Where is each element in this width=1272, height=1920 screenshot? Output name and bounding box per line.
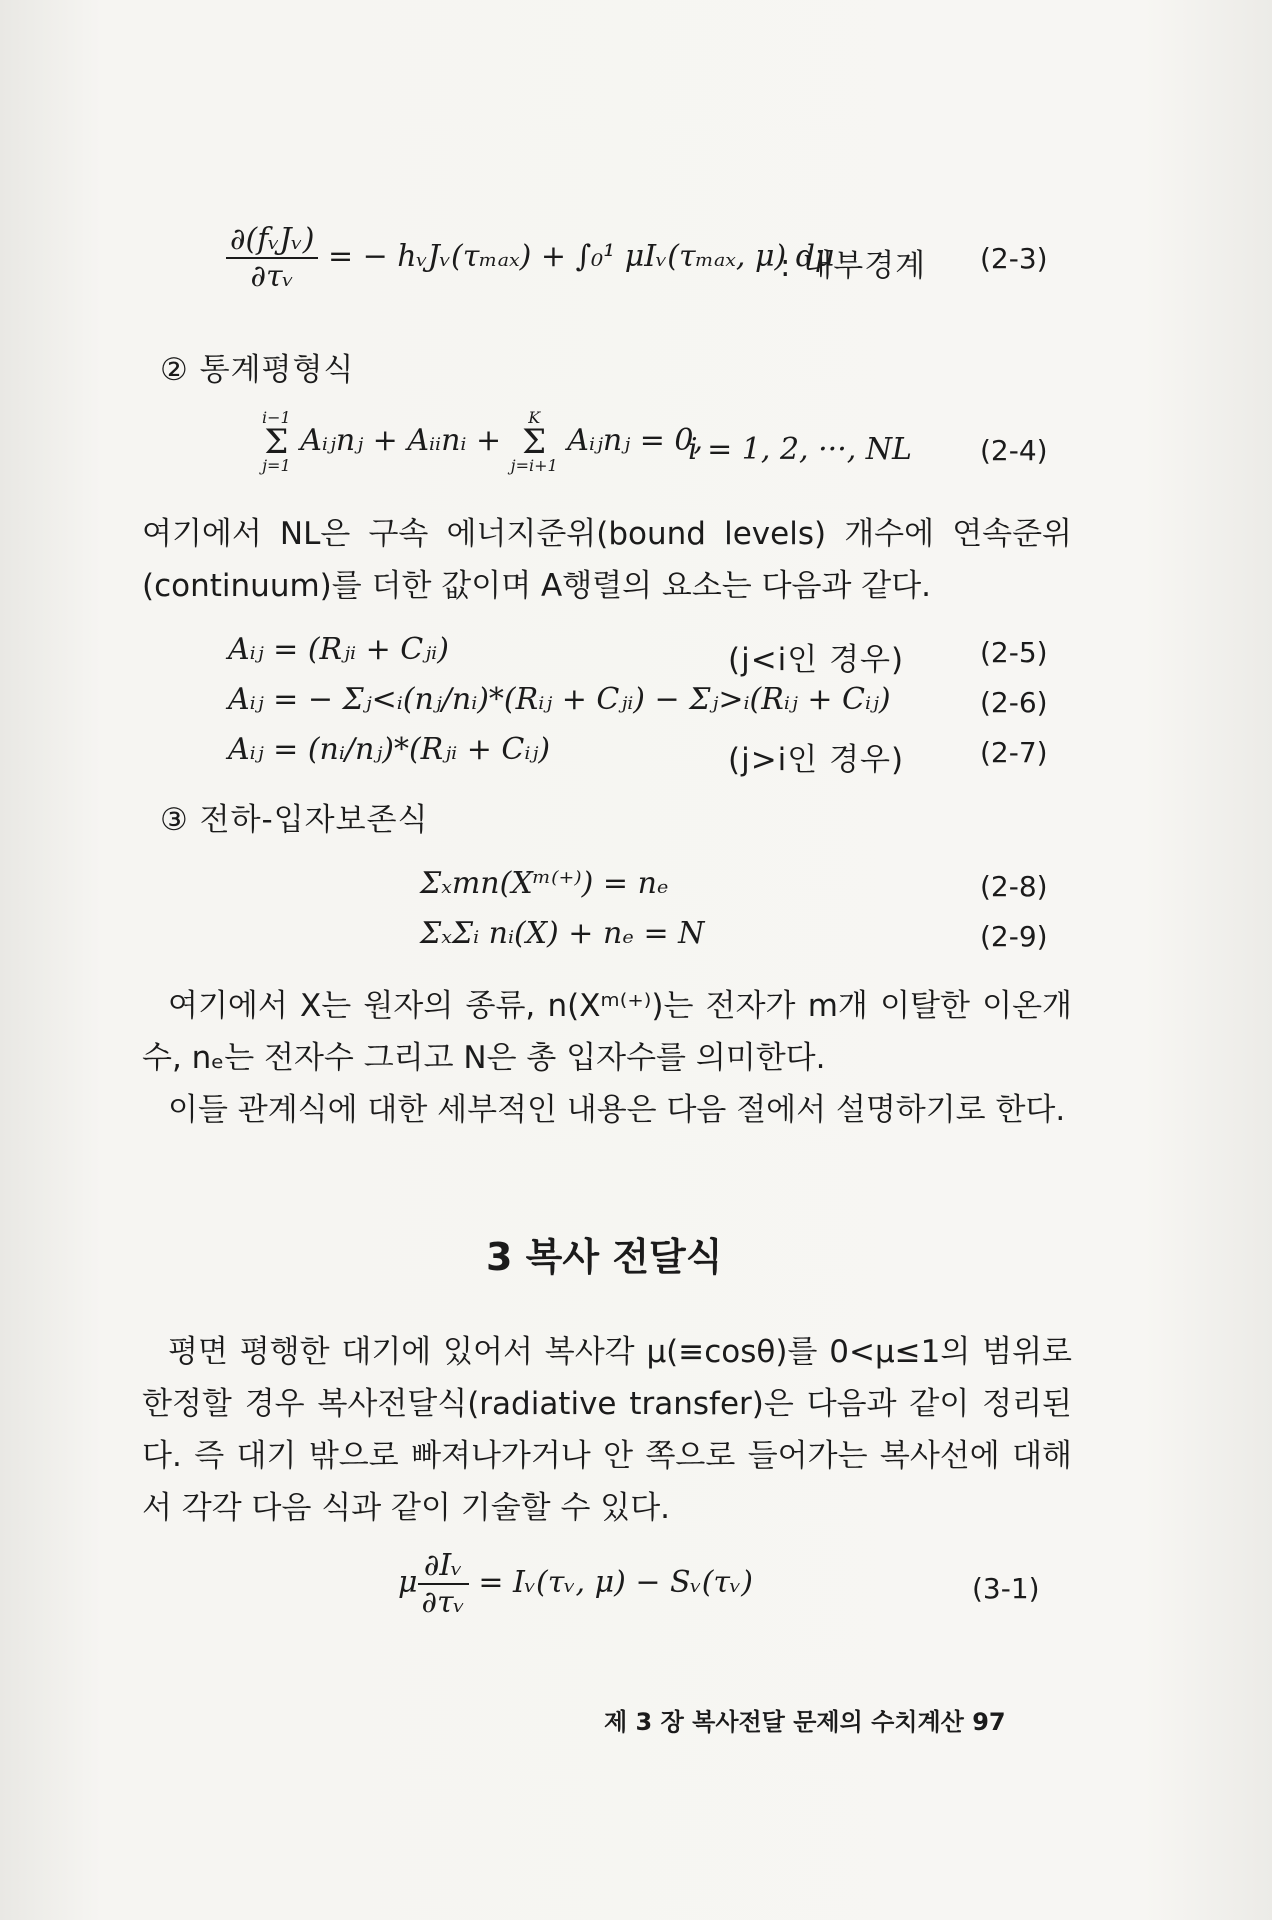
equation-2-3-note: : 내부경계 bbox=[780, 248, 927, 284]
equation-2-4 bbox=[262, 410, 703, 474]
equation-2-3-number: (2-3) bbox=[980, 242, 1048, 275]
paragraph-3: 이들 관계식에 대한 세부적인 내용은 다음 절에서 설명하기로 한다. bbox=[168, 1092, 1066, 1128]
section-heading: 3 복사 전달식 bbox=[486, 1235, 723, 1279]
equation-2-6-number: (2-6) bbox=[980, 686, 1048, 719]
equation-term-1: Aᵢⱼnⱼ + Aᵢᵢnᵢ + bbox=[300, 423, 502, 458]
summation-1 bbox=[262, 410, 291, 474]
fraction-denominator: ∂τᵥ bbox=[421, 1585, 465, 1620]
equation-2-8-number: (2-8) bbox=[980, 870, 1048, 903]
equation-term-2: Aᵢⱼnⱼ = 0, bbox=[567, 423, 703, 458]
summation-upper: i−1 bbox=[262, 408, 291, 427]
item-2-title: ② 통계평형식 bbox=[160, 352, 355, 388]
equation-2-8: Σₓmn(Xᵐ⁽⁺⁾) = nₑ bbox=[420, 866, 669, 901]
equation-2-7: Aᵢⱼ = (nᵢ/nⱼ)*(Rⱼᵢ + Cᵢⱼ) bbox=[228, 732, 551, 767]
page-footer: 제 3 장 복사전달 문제의 수치계산 97 bbox=[604, 1708, 1006, 1736]
paragraph-2: 여기에서 X는 원자의 종류, n(Xᵐ⁽⁺⁾)는 전자가 m개 이탈한 이온개수, nₑ는 전자수 그리고 N은 총 입자수를 의미한다. bbox=[142, 988, 1072, 1076]
equation-2-7-number: (2-7) bbox=[980, 736, 1048, 769]
equation-rhs: = Iᵥ(τᵥ, μ) − Sᵥ(τᵥ) bbox=[478, 1565, 753, 1600]
equation-2-5-condition: (j<i인 경우) bbox=[728, 642, 905, 678]
summation-lower: j=1 bbox=[262, 456, 291, 475]
fraction-numerator: ∂Iᵥ bbox=[418, 1548, 469, 1585]
fraction-denominator: ∂τᵥ bbox=[250, 259, 294, 294]
equation-2-7-condition: (j>i인 경우) bbox=[728, 742, 905, 778]
equation-2-9-number: (2-9) bbox=[980, 920, 1048, 953]
equation-2-4-number: (2-4) bbox=[980, 434, 1048, 467]
equation-3-1 bbox=[398, 1548, 753, 1620]
fraction bbox=[418, 1548, 469, 1620]
equation-2-9: ΣₓΣᵢ nᵢ(X) + nₑ = N bbox=[420, 916, 705, 951]
sigma-symbol: Σ bbox=[264, 422, 289, 462]
fraction-numerator: ∂(fᵥJᵥ) bbox=[226, 222, 318, 259]
paragraph-1: 여기에서 NL은 구속 에너지준위(bound levels) 개수에 연속준위(continuum)를 더한 값이며 A행렬의 요소는 다음과 같다. bbox=[142, 516, 1072, 604]
equation-prefix: μ bbox=[398, 1565, 418, 1600]
equation-2-4-condition: i = 1, 2, ···, NL bbox=[688, 432, 912, 467]
equation-2-5: Aᵢⱼ = (Rⱼᵢ + Cⱼᵢ) bbox=[228, 632, 449, 667]
item-3-title: ③ 전하-입자보존식 bbox=[160, 802, 429, 838]
equation-2-3 bbox=[226, 222, 834, 294]
equation-rhs: = − hᵥJᵥ(τₘₐₓ) + ∫₀¹ μIᵥ(τₘₐₓ, μ) dμ bbox=[327, 239, 835, 274]
sigma-symbol: Σ bbox=[522, 422, 547, 462]
equation-2-5-number: (2-5) bbox=[980, 636, 1048, 669]
summation-upper: K bbox=[528, 408, 541, 427]
equation-3-1-number: (3-1) bbox=[972, 1572, 1040, 1605]
summation-2 bbox=[511, 410, 558, 474]
summation-lower: j=i+1 bbox=[510, 456, 558, 475]
paragraph-4: 평면 평행한 대기에 있어서 복사각 μ(≡cosθ)를 0<μ≤1의 범위로 한정할 경우 복사전달식(radiative transfer)은 다음과 같이 정리된다. 즉 대기 밖으로 빠져나가거나 안 쪽으로 들어가는 복사선에 대해서 각각 다음 식과 같이 기술할 수 있다. bbox=[142, 1334, 1072, 1526]
fraction bbox=[226, 222, 318, 294]
equation-2-6: Aᵢⱼ = − Σⱼ<ᵢ(nⱼ/nᵢ)*(Rᵢⱼ + Cⱼᵢ) − Σⱼ>ᵢ(Rᵢⱼ + Cᵢⱼ) bbox=[228, 682, 891, 717]
